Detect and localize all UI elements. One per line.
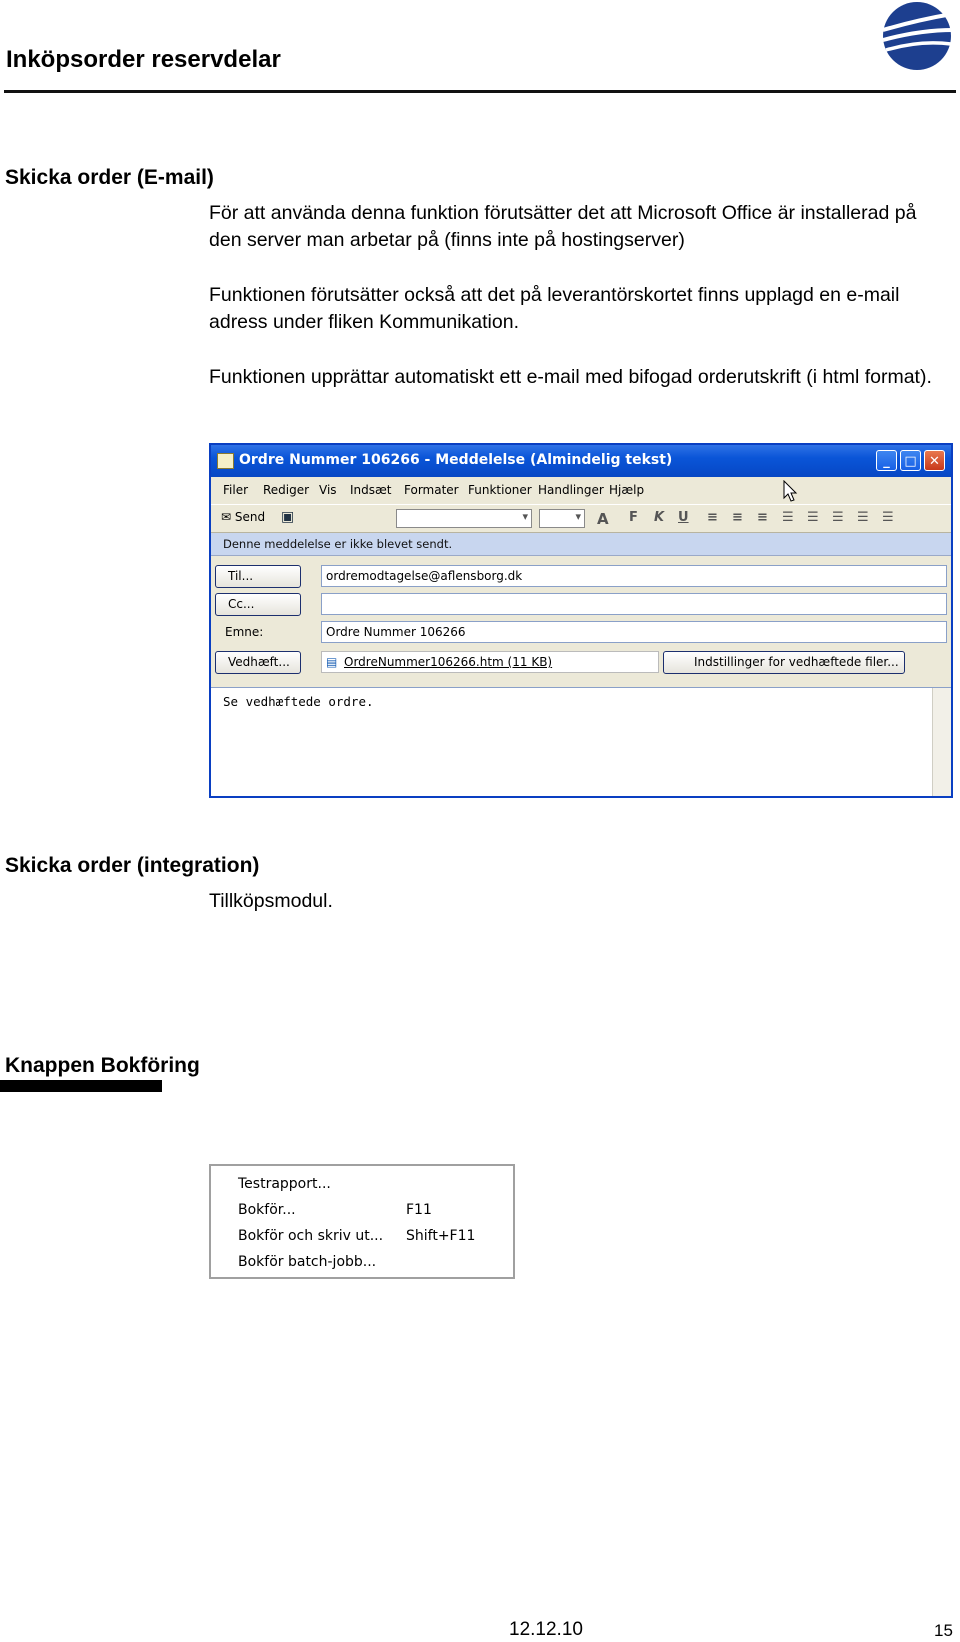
cc-field[interactable] xyxy=(321,593,947,615)
decrease-indent-icon[interactable]: ☰ xyxy=(832,510,844,525)
bokforing-menu xyxy=(209,1164,515,1279)
save-icon[interactable]: ▣ xyxy=(281,509,295,525)
font-select[interactable] xyxy=(396,509,532,528)
send-label: Send xyxy=(234,510,266,524)
vertical-scrollbar[interactable] xyxy=(932,688,951,798)
footer-date: 12.12.10 xyxy=(509,1619,583,1640)
align-right-icon[interactable]: ≡ xyxy=(757,510,768,525)
send-icon: ✉ xyxy=(221,510,232,524)
menu-item-filer[interactable]: Filer xyxy=(223,483,249,497)
footer-page-number: 15 xyxy=(934,1621,953,1640)
menu-item-vis[interactable]: Vis xyxy=(319,483,337,497)
paragraph-requirements: För att använda denna funktion förutsätter det att Microsoft Office är installerad på den server man arbetar på (finns inte på hostingserver) xyxy=(209,202,917,251)
shortcut-bokfor-skriv-ut: Shift+F11 xyxy=(406,1228,476,1244)
bokforing-button-bar xyxy=(0,1080,162,1092)
menu-item-bokfor[interactable]: Bokför... xyxy=(238,1202,296,1218)
shortcut-bokfor: F11 xyxy=(406,1202,432,1218)
close-button[interactable]: ✕ xyxy=(924,450,945,471)
window-title: Ordre Nummer 106266 - Meddelelse (Almindelig tekst) xyxy=(239,452,673,468)
envelope-icon xyxy=(217,453,234,469)
header-rule xyxy=(4,90,956,93)
align-center-icon[interactable]: ≡ xyxy=(732,510,743,525)
attach-button[interactable]: Vedhæft... xyxy=(215,651,301,674)
toolbar xyxy=(211,504,951,533)
highlight-icon[interactable]: ☰ xyxy=(882,510,894,525)
menu-item-testrapport[interactable]: Testrapport... xyxy=(238,1176,331,1192)
menu-item-bokfor-skriv-ut[interactable]: Bokför och skriv ut... xyxy=(238,1228,384,1244)
html-file-icon: ▤ xyxy=(326,655,338,669)
bullets-icon[interactable]: ☰ xyxy=(782,510,794,525)
underline-icon[interactable]: U xyxy=(678,510,689,525)
section-heading-integration: Skicka order (integration) xyxy=(5,854,260,877)
menu-item-indsaet[interactable]: Indsæt xyxy=(350,483,392,497)
section-heading-email: Skicka order (E-mail) xyxy=(5,166,214,189)
message-body-text: Se vedhæftede ordre. xyxy=(223,694,374,709)
subject-label: Emne: xyxy=(225,625,264,639)
maximize-button[interactable]: □ xyxy=(900,450,921,471)
email-window xyxy=(209,443,953,798)
subject-field[interactable]: Ordre Nummer 106266 xyxy=(321,621,947,643)
company-logo xyxy=(880,0,954,72)
minimize-button[interactable]: _ xyxy=(876,450,897,471)
to-button[interactable]: Til... xyxy=(215,565,301,588)
section-heading-bokforing: Knappen Bokföring xyxy=(5,1054,200,1077)
menu-item-handlinger[interactable]: Handlinger xyxy=(538,483,604,497)
font-size-select[interactable] xyxy=(539,509,585,528)
paragraph-email-address: Funktionen förutsätter också att det på leverantörskortet finns upplagd en e-mail adress under fliken Kommunikation. xyxy=(209,284,900,333)
window-titlebar xyxy=(211,445,951,477)
send-button[interactable] xyxy=(221,510,265,524)
menu-item-rediger[interactable]: Rediger xyxy=(263,483,310,497)
paragraph-addon: Tillköpsmodul. xyxy=(209,890,333,912)
attachment-item[interactable] xyxy=(321,651,659,673)
menu-bar xyxy=(211,477,951,503)
attachment-name: OrdreNummer106266.htm (11 KB) xyxy=(344,655,553,669)
mouse-pointer-icon xyxy=(783,480,799,504)
menu-item-bokfor-batch[interactable]: Bokför batch-jobb... xyxy=(238,1254,377,1270)
menu-item-hjaelp[interactable]: Hjælp xyxy=(609,483,645,497)
font-color-icon[interactable]: A xyxy=(597,510,609,528)
to-field[interactable]: ordremodtagelse@aflensborg.dk xyxy=(321,565,947,587)
message-body[interactable] xyxy=(211,687,951,798)
attachment-settings-button[interactable]: Indstillinger for vedhæftede filer... xyxy=(663,651,905,674)
align-left-icon[interactable]: ≡ xyxy=(707,510,718,525)
paragraph-function: Funktionen upprättar automatiskt ett e-mail med bifogad orderutskrift (i html format). xyxy=(209,366,932,388)
increase-indent-icon[interactable]: ☰ xyxy=(857,510,869,525)
cc-button[interactable]: Cc... xyxy=(215,593,301,616)
bold-icon[interactable]: F xyxy=(629,510,638,525)
menu-item-funktioner[interactable]: Funktioner xyxy=(468,483,532,497)
info-bar xyxy=(211,533,951,556)
info-text: Denne meddelelse er ikke blevet sendt. xyxy=(223,537,453,551)
menu-item-formater[interactable]: Formater xyxy=(404,483,459,497)
numbering-icon[interactable]: ☰ xyxy=(807,510,819,525)
italic-icon[interactable]: K xyxy=(654,510,665,525)
page-title: Inköpsorder reservdelar xyxy=(6,46,281,73)
